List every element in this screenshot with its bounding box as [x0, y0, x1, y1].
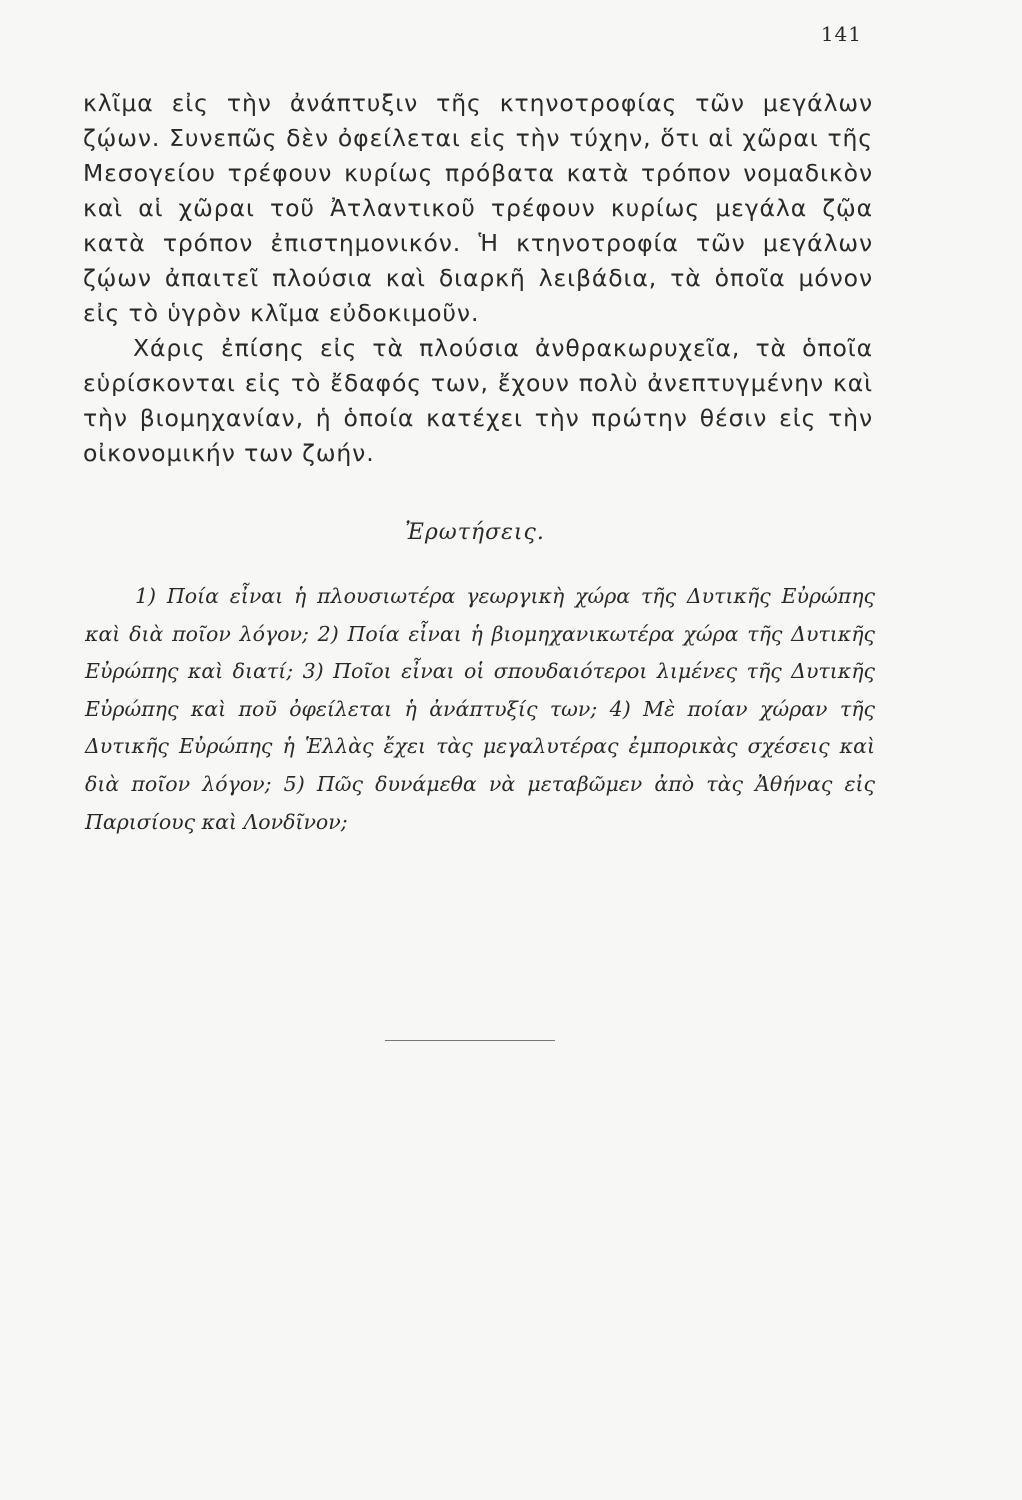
- questions-heading: Ἐρωτήσεις.: [405, 520, 545, 545]
- body-text: [83, 86, 873, 471]
- body-paragraph: κλῖμα εἰς τὴν ἀνάπτυξιν τῆς κτηνοτροφίας τῶν μεγάλων ζῴων. Συνεπῶς δὲν ὀφείλεται εἰς τὴν τύχην, ὅτι αἱ χῶραι τῆς Μεσογείου τρέφουν κυρίως πρόβατα κατὰ τρόπον νομαδικὸν καὶ αἱ χῶραι τοῦ Ἀτλαντικοῦ τρέφουν κυρίως μεγάλα ζῷα κατὰ τρόπον ἐπιστημονικόν. Ἡ κτηνοτροφία τῶν μεγάλων ζῴων ἀπαιτεῖ πλούσια καὶ διαρκῆ λειβάδια, τὰ ὁποῖα μόνον εἰς τὸ ὑγρὸν κλῖμα εὐδοκιμοῦν.: [83, 89, 873, 327]
- page-number: 141: [820, 22, 862, 46]
- questions-list: 1) Ποία εἶναι ἡ πλουσιωτέρα γεωργικὴ χώρα τῆς Δυτικῆς Εὐρώπης καὶ διὰ ποῖον λόγον; 2) Ποία εἶναι ἡ βιομηχανικωτέρα χώρα τῆς Δυτικῆς Εὐρώπης καὶ διατί; 3) Ποῖοι εἶναι οἱ σπουδαιότεροι λιμένες τῆς Δυτικῆς Εὐρώπης καὶ ποῦ ὀφείλεται ἡ ἀνάπτυξίς των; 4) Μὲ ποίαν χώραν τῆς Δυτικῆς Εὐρώπης ἡ Ἑλλὰς ἔχει τὰς μεγαλυτέρας ἐμπορικὰς σχέσεις καὶ διὰ ποῖον λόγον; 5) Πῶς δυνάμεθα νὰ μεταβῶμεν ἀπὸ τὰς Ἀθήνας εἰς Παρισίους καὶ Λονδῖνον;: [85, 584, 875, 834]
- body-paragraph: Χάρις ἐπίσης εἰς τὰ πλούσια ἀνθρακωρυχεῖα, τὰ ὁποῖα εὑρίσκονται εἰς τὸ ἔδαφός των, ἔχουν πολὺ ἀνεπτυγμένην καὶ τὴν βιομηχανίαν, ἡ ὁποία κατέχει τὴν πρώτην θέσιν εἰς τὴν οἰκονομικήν των ζωήν.: [83, 334, 873, 467]
- section-divider: [385, 1040, 555, 1041]
